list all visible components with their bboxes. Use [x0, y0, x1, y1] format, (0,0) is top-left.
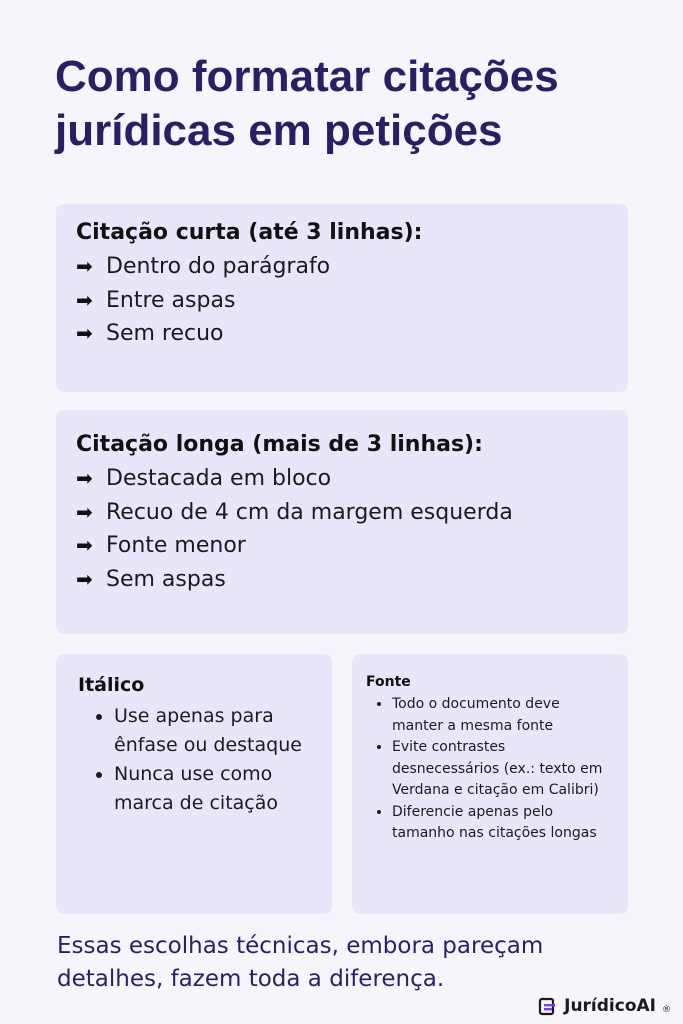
list-item: • Diferencie apenas pelo tamanho nas citações longas [392, 802, 614, 845]
arrow-right-icon: ➡ [76, 254, 93, 278]
list-item: ➡ Fonte menor [76, 529, 608, 563]
arrow-right-icon: ➡ [76, 321, 93, 345]
list-item: • Todo o documento deve manter a mesma fonte [392, 694, 614, 737]
font-list [366, 694, 614, 845]
page-title: Como formatar citações jurídicas em petições [55, 52, 559, 155]
long-quote-heading: Citação longa (mais de 3 linhas): [76, 432, 483, 457]
brand-name: JurídicoAI [564, 996, 656, 1016]
font-heading: Fonte [366, 674, 411, 690]
short-quote-card [56, 204, 628, 392]
list-item: ➡ Entre aspas [76, 284, 608, 318]
font-card [352, 654, 628, 914]
short-quote-list [76, 250, 608, 351]
brand [538, 996, 671, 1016]
arrow-right-icon: ➡ [76, 466, 93, 490]
list-item: ➡ Recuo de 4 cm da margem esquerda [76, 496, 608, 530]
arrow-right-icon: ➡ [76, 287, 93, 312]
juridicoai-logo-icon [538, 996, 558, 1016]
list-item: ➡ Dentro do parágrafo [76, 250, 608, 284]
list-item: ➡ Sem aspas [76, 563, 608, 597]
arrow-right-icon: ➡ [76, 499, 93, 524]
list-item: ➡ Destacada em bloco [76, 462, 608, 496]
italic-list [78, 702, 310, 818]
long-quote-card [56, 410, 628, 634]
italic-heading: Itálico [78, 674, 145, 696]
list-item: • Use apenas para ênfase ou destaque [114, 702, 310, 760]
short-quote-heading: Citação curta (até 3 linhas): [76, 220, 423, 245]
italic-card [56, 654, 332, 914]
arrow-right-icon: ➡ [76, 533, 93, 557]
list-item: • Nunca use como marca de citação [114, 760, 310, 818]
footer-text: Essas escolhas técnicas, embora pareçam detalhes, fazem toda a diferença. [57, 933, 544, 992]
list-item: ➡ Sem recuo [76, 317, 608, 351]
long-quote-list [76, 462, 608, 596]
arrow-right-icon: ➡ [76, 566, 93, 591]
list-item: • Evite contrastes desnecessários (ex.: texto em Verdana e citação em Calibri) [392, 737, 614, 802]
brand-registered-mark: ® [662, 1005, 671, 1015]
